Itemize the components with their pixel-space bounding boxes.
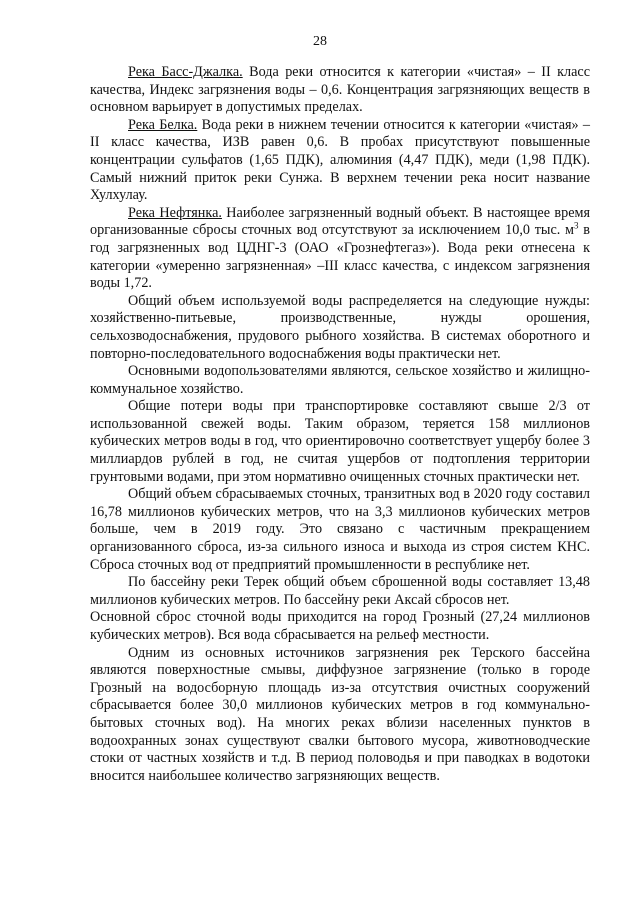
superscript: 3 <box>574 220 579 231</box>
paragraph-grozny-discharge: Основной сброс сточной воды приходится на город Грозный (27,24 миллионов кубических метров). Вся вода сбрасывается на рельеф местности. <box>90 609 590 643</box>
paragraph-text: Наиболее загрязненный водный объект. В настоящее время организованные сбросы сточных вод отсутствуют за исключением 10,0 тыс. м <box>90 204 590 239</box>
paragraph-main-users: Основными водопользователями являются, сельское хозяйство и жилищно-коммунальное хозяйство. <box>90 363 590 397</box>
paragraph-discharge: Общий объем сбрасываемых сточных, транзитных вод в 2020 году составил 16,78 миллионов кубических метров, что на 3,3 миллионов кубических метров больше, чем в 2019 году. Это связано с частичным прекращением организованного сброса, из-за сильного износа и выхода из строя систем КНС. Сброса сточных вод от предприятий промышленности в республике нет. <box>90 486 590 573</box>
page-number: 28 <box>313 34 327 49</box>
paragraph-bass-dzhalka <box>90 64 590 117</box>
paragraph-terek-basin: По бассейну реки Терек общий объем сброшенной воды составляет 13,48 миллионов кубических метров. По бассейну реки Аксай сбросов нет. <box>90 574 590 608</box>
paragraph-losses: Общие потери воды при транспортировке составляют свыше 2/3 от использованной свежей воды. Таким образом, теряется 158 миллионов кубических метров воды в год, что ориентировочно соответствует ущербу более 3 миллиардов рублей в год, не считая ущербов от подтопления территории грунтовыми водами, при этом нормативно очищенных сточных практически нет. <box>90 398 590 485</box>
document-body <box>90 64 590 785</box>
river-heading: Река Белка. <box>128 116 198 133</box>
paragraph-water-use: Общий объем используемой воды распределяется на следующие нужды: хозяйственно-питьевые, производственные, нужды орошения, сельхозводоснабжения, прудового рыбного хозяйства. В системах оборотного и повторно-последовательного водоснабжения воды практически нет. <box>90 292 590 362</box>
paragraph-text: Вода реки относится к категории «чистая» – II класс качества, Индекс загрязнения воды – 0,6. Концентрация загрязняющих веществ в основном варьирует в допустимых пределах. <box>90 64 590 116</box>
paragraph-neftyanka <box>90 205 590 293</box>
river-heading: Река Басс-Джалка. <box>128 64 243 80</box>
paragraph-belka <box>90 117 590 205</box>
paragraph-text: Вода реки в нижнем течении относится к категории «чистая» – II класс качества, ИЗВ равен 0,6. В пробах присутствуют повышенные концентрации сульфатов (1,65 ПДК), алюминия (4,47 ПДК), меди (1,98 ПДК). Самый нижний приток реки Сунжа. В верхнем течении река носит название Хулхулау. <box>90 116 590 204</box>
paragraph-pollution-sources: Одним из основных источников загрязнения рек Терского бассейна являются поверхностные смывы, диффузное загрязнение (только в городе Грозный на водосборную площадь из-за отсутствия очистных сооружений сбрасывается более 30,0 миллионов кубических метров в год коммунально-бытовых сточных вод). На многих реках вблизи населенных пунктов в водоохранных зонах существуют свалки бытового мусора, животноводческие стоки от частных хозяйств и т.д. В период половодья и при паводках в водотоки вносится наибольшее количество загрязняющих веществ. <box>90 644 590 784</box>
paragraph-text: в год загрязненных вод ЦДНГ-3 (ОАО «Грознефтегаз»). Вода реки отнесена к категории «умеренно загрязненная» –III класс качества, с индексом загрязнения воды 1,72. <box>90 222 590 292</box>
river-heading: Река Нефтянка. <box>128 204 222 221</box>
